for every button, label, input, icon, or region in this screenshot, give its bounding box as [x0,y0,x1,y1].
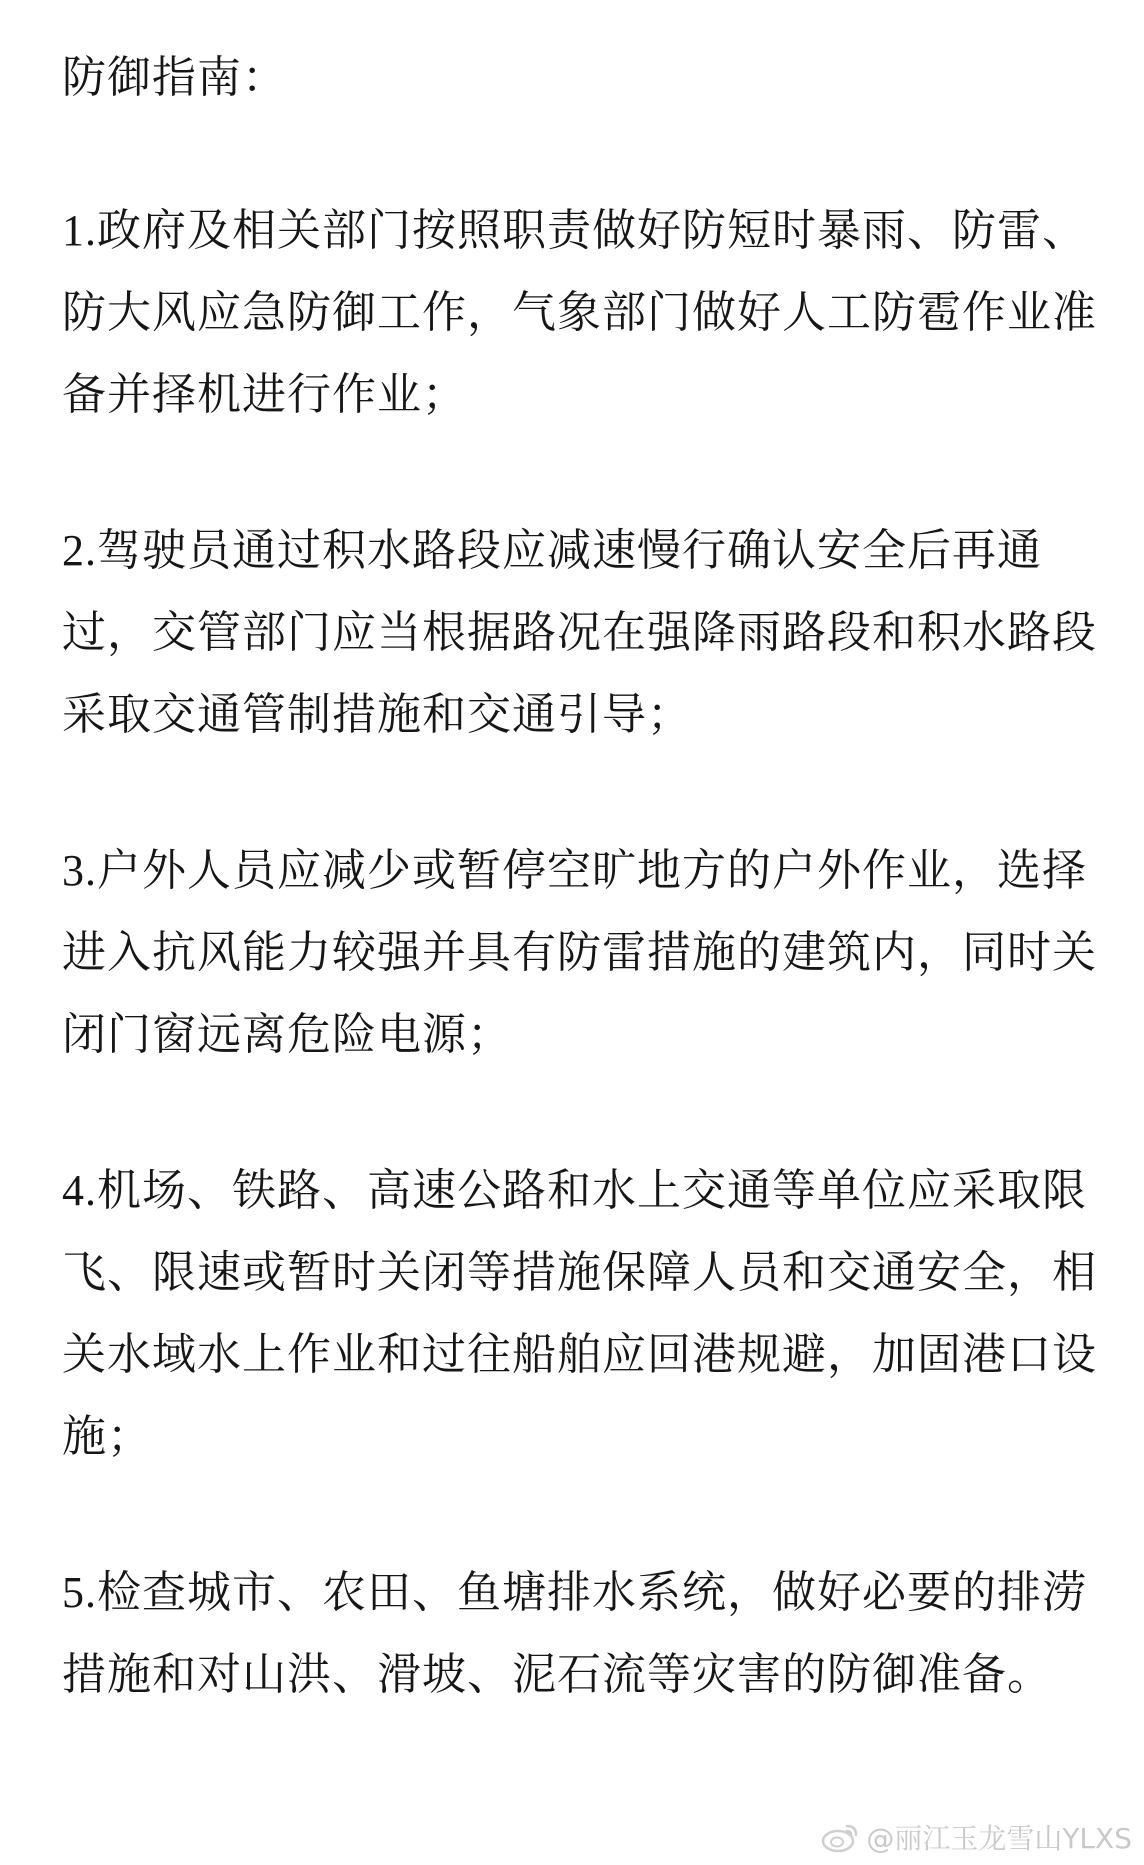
guideline-item-4 [62,1150,1122,1478]
item-text: 机场、铁路、高速公路和水上交通等单位应采取限飞、限速或暂时关闭等措施保障人员和交通安全，相关水域水上作业和过往船舶应回港规避，加固港口设施； [62,1165,1097,1462]
guideline-item-1 [62,190,1122,436]
item-number: 2. [62,526,97,575]
item-number: 4. [62,1166,97,1215]
guideline-item-2 [62,510,1122,756]
watermark-text: @丽江玉龙雪山YLXS [866,1822,1132,1855]
guideline-item-5 [62,1552,1122,1716]
weibo-watermark [820,1817,1132,1857]
guideline-item-3 [62,830,1122,1076]
item-text: 户外人员应减少或暂停空旷地方的户外作业，选择进入抗风能力较强并具有防雷措施的建筑内，同时关闭门窗远离危险电源； [62,845,1097,1060]
item-number: 3. [62,846,97,895]
item-text: 政府及相关部门按照职责做好防短时暴雨、防雷、防大风应急防御工作，气象部门做好人工防雹作业准备并择机进行作业； [62,205,1097,420]
page-title: 防御指南： [62,52,287,103]
document-body [62,38,1122,1790]
weibo-logo-icon [820,1820,860,1854]
item-text: 驾驶员通过积水路段应减速慢行确认安全后再通过，交管部门应当根据路况在强降雨路段和积水路段采取交通管制措施和交通引导； [62,525,1097,740]
item-text: 检查城市、农田、鱼塘排水系统，做好必要的排涝措施和对山洪、滑坡、泥石流等灾害的防御准备。 [62,1567,1087,1700]
item-number: 5. [62,1568,97,1617]
item-number: 1. [62,206,97,255]
